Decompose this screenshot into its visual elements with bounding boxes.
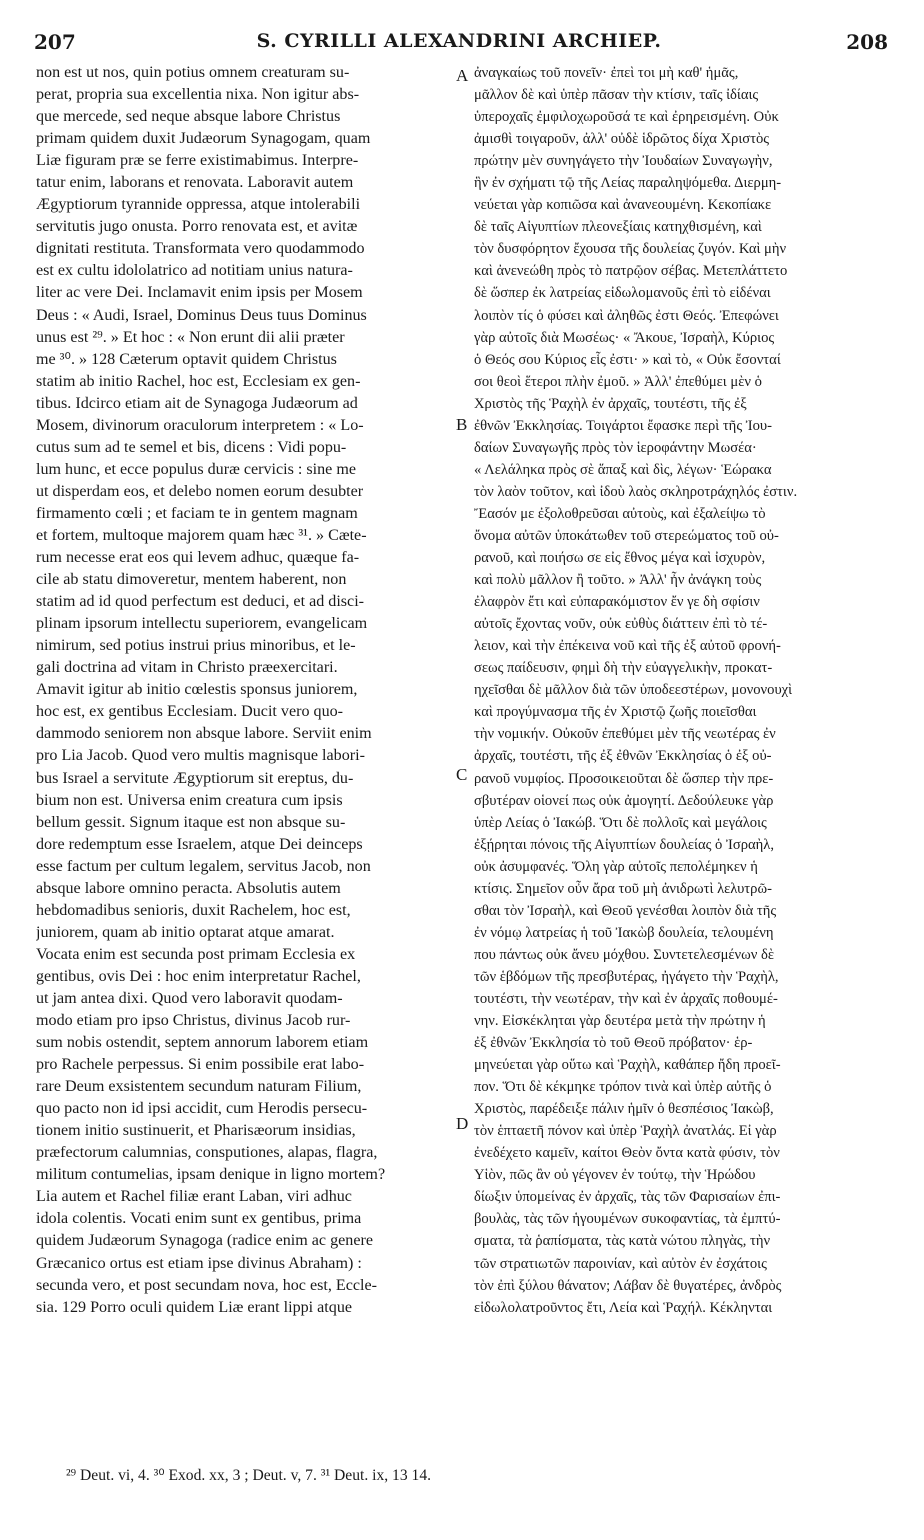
greek-text-line: γὰρ αὐτοῖς διὰ Μωσέως· « Ἄκουε, Ἰσραὴλ, Κύριος [474, 329, 775, 346]
latin-text-line: bus Israel a servitute Ægyptiorum sit ereptus, du- [36, 769, 354, 787]
greek-text-line: τῶν ἑβδόμων τῆς πρεσβυτέρας, ἠγάγετο τὴν Ῥαχὴλ, [474, 968, 779, 985]
running-title: S. CYRILLI ALEXANDRINI ARCHIEP. [256, 30, 662, 52]
greek-text-line: λειον, καὶ τὴν ἐπέκεινα νοῦ καὶ τῆς ἐξ αὐτοῦ φρονή- [474, 638, 781, 655]
greek-text-line: εἰδωλολατροῦντος ἔτι, Λεία καὶ Ῥαχήλ. Κέκληνται [474, 1299, 773, 1316]
latin-text-line: Ægyptiorum tyrannide oppressa, atque intolerabili [36, 196, 361, 214]
latin-text-line: cile ab statu dimoveretur, mentem haberent, non [36, 571, 347, 589]
latin-text-line: primam quidem duxit Judæorum Synagogam, quam [36, 130, 371, 148]
latin-text-line: tatur enim, laborans et renovata. Laboravit autem [36, 174, 354, 192]
latin-text-line: gali doctrina ad vitam in Christo præexercitari. [36, 659, 338, 677]
latin-text-line: et fortem, multoque majorem quam hæc ³¹. » Cæte- [36, 526, 367, 544]
greek-text-line: ἐνεδέχετο καμεῖν, καίτοι Θεὸν ὄντα κατὰ φύσιν, τὸν [474, 1145, 780, 1162]
greek-text-line: δὲ ὥσπερ ἐκ λατρείας εἰδωλομανοῦς ἐπὶ τὸ εἰδέναι [474, 285, 771, 302]
greek-text-line: ἐν νόμῳ λατρείας ἡ τοῦ Ἰακὼβ δουλεία, τελουμένη [474, 924, 774, 941]
running-header [30, 30, 888, 52]
latin-text-line: unus est ²⁹. » Et hoc : « Non erunt dii alii præter [36, 328, 345, 346]
greek-text-line: τὸν δυσφόρητον ἔχουσα τῆς δουλείας ζυγόν. Καὶ μὴν [474, 241, 787, 258]
latin-text-line: statim ad id quod perfectum est deduci, et ad disci- [36, 593, 365, 611]
latin-text-line: liter ac vere Dei. Inclamavit enim ipsis per Mosem [36, 284, 363, 302]
latin-text-line: rare Deum exsistentem secundum naturam Filium, [36, 1078, 362, 1096]
margin-letter-a: A [456, 66, 469, 85]
greek-text-line: βουλὰς, τὰς τῶν ἡγουμένων συκοφαντίας, τὰ ἐμπτύ- [474, 1211, 781, 1228]
latin-text-line: Amavit igitur ab initio cœlestis sponsus juniorem, [36, 681, 358, 699]
latin-text-line: præfectorum calumnias, consputiones, alapas, flagra, [36, 1144, 378, 1162]
margin-letter-b: B [456, 415, 468, 434]
latin-text-line: hoc est, ex gentibus Ecclesiam. Ducit vero quo- [36, 703, 344, 721]
latin-text-line: me ³⁰. » 128 Cæterum optavit quidem Christus [36, 350, 337, 368]
greek-text-line: ὑπὲρ Λείας ὁ Ἰακώβ. Ὅτι δὲ πολλοῖς καὶ μεγάλοις [474, 814, 767, 831]
greek-text-line: ἐθνῶν Ἐκκλησίας. Τοιγάρτοι ἔφασκε περὶ τῆς Ἰου- [474, 417, 772, 434]
page-number-right: 208 [846, 30, 888, 54]
margin-letter-c: C [456, 765, 468, 784]
greek-text-line: μηνεύεται γὰρ οὕτω καὶ Ῥαχὴλ, καθάπερ ἤδη προεῖ- [474, 1057, 781, 1074]
latin-text-line: rum necesse erat eos qui levem adhuc, quæque fa- [36, 549, 360, 567]
greek-text-line: σθαι τὸν Ἰσραὴλ, καὶ Θεοῦ γενέσθαι λοιπὸν διὰ τῆς [474, 902, 777, 919]
greek-text-line: σοι θεοὶ ἕτεροι πλὴν ἐμοῦ. » Ἀλλ' ἐπεθύμει μὲν ὁ [474, 373, 762, 390]
latin-text-line: quo pacto non id ipsi accidit, cum Herodis persecu- [36, 1100, 368, 1118]
greek-text-line: Χριστὸς τῆς Ῥαχὴλ ἐν ἀρχαῖς, τουτέστι, τῆς ἐξ [474, 395, 747, 412]
greek-text-line: τουτέστι, τὴν νεωτέραν, τὴν καὶ ἐν ἀρχαῖς ποθουμέ- [474, 990, 778, 1007]
latin-text-line: Mosem, divinorum oraculorum interpretem : « Lo- [36, 416, 364, 434]
greek-text-line: ἀρχαῖς, τουτέστι, τῆς ἐξ ἐθνῶν Ἐκκλησίας ὁ ἐξ οὐ- [474, 748, 772, 765]
latin-text-line: juniorem, quam ab initio optarat atque amarat. [36, 923, 335, 941]
latin-text-line: statim ab initio Rachel, hoc est, Ecclesiam ex gen- [36, 372, 361, 390]
latin-text-line: est ex cultu idololatrico ad notitiam unius natura- [36, 262, 353, 280]
greek-text-line: δίωξιν ὑπομείνας ἐν ἀρχαῖς, τὰς τῶν Φαρισαίων ἐπι- [474, 1189, 781, 1206]
latin-text-line: sum nobis ostendit, septem annorum laborem etiam [36, 1034, 369, 1052]
latin-text-line: dammodo seniorem non absque labore. Serviit enim [36, 725, 372, 743]
latin-text-line: bellum gessit. Signum itaque est non absque su- [36, 813, 346, 831]
greek-text-line: λοιπὸν τίς ὁ φύσει καὶ ἀληθῶς ἐστι Θεός. Ἐπεφώνει [474, 307, 779, 324]
greek-text-line: καὶ ἀνενεώθη πρὸς τὸ πατρῷον σέβας. Μετεπλάττετο [474, 263, 788, 280]
greek-text-line: ἐξῄρηται πόνοις τῆς Αἰγυπτίων δουλείας ὁ Ἰσραὴλ, [474, 836, 775, 853]
greek-text-line: πρώτην μὲν συνηγάγετο τὴν Ἰουδαίων Συναγωγὴν, [474, 153, 773, 170]
latin-text-line: pro Rachele perpessus. Si enim possibile erat labo- [36, 1056, 365, 1074]
greek-text-line: νεύεται γὰρ κοπιῶσα καὶ ἀνανεουμένη. Κεκοπίακε [474, 197, 772, 214]
latin-text-line: dignitati restituta. Transformata vero quodammodo [36, 240, 365, 258]
footnotes: ²⁹ Deut. vi, 4. ³⁰ Exod. xx, 3 ; Deut. v, 7. ³¹ Deut. ix, 13 14. [66, 1467, 432, 1484]
latin-text-line: tibus. Idcirco etiam ait de Synagoga Judæorum ad [36, 394, 358, 412]
latin-text-line: ut disperdam eos, et delebo nomen eorum desubter [36, 482, 364, 500]
greek-text-line: τὴν νομικήν. Οὐκοῦν ἐπεθύμει μὲν τῆς νεωτέρας ἐν [474, 726, 776, 743]
greek-text-line: ἀναγκαίως τοῦ πονεῖν· ἐπεὶ τοι μὴ καθ' ἡμᾶς, [474, 65, 739, 81]
latin-text-line: plinam ipsorum intellectu superiorem, evangelicam [36, 615, 368, 633]
margin-letter-d: D [456, 1114, 469, 1133]
greek-text-line: δαίων Συναγωγῆς πρὸς τὸν ἱεροφάντην Μωσέα· [474, 439, 757, 456]
latin-text-line: hebdomadibus senioris, duxit Rachelem, hoc est, [36, 901, 351, 919]
greek-column [474, 62, 892, 1319]
latin-text-line: modo etiam pro ipso Christus, divinus Jacob rur- [36, 1012, 351, 1030]
greek-text-line: σεως παίδευσιν, φημὶ δὴ τὴν εὐαγγελικὴν, προκατ- [474, 660, 773, 677]
greek-text-line: Υἱὸν, πῶς ἂν οὐ γέγονεν ἐν τούτῳ, τὴν Ἡρώδου [474, 1167, 756, 1184]
latin-text-line: Græcanico ortus est etiam ipse divinus Abraham) : [36, 1254, 362, 1272]
latin-text-line: Deus : « Audi, Israel, Dominus Deus tuus Dominus [36, 306, 367, 324]
greek-text-line: τῶν στρατιωτῶν παροινίαν, καὶ αὐτὸν ἐν ἐσχάτοις [474, 1255, 767, 1272]
greek-text-line: ὄνομα αὐτῶν ὑποκάτωθεν τοῦ στερεώματος τοῦ οὐ- [474, 527, 779, 544]
greek-text-line: κτίσις. Σημεῖον οὖν ἄρα τοῦ μὴ ἀνιδρωτὶ λελυτρῶ- [474, 880, 772, 897]
greek-text-line: « Λελάληκα πρὸς σὲ ἅπαξ καὶ δὶς, λέγων· Ἑώρακα [474, 461, 772, 478]
latin-text-line: nimirum, sed potius instrui prius minoribus, et le- [36, 637, 356, 655]
greek-text-line: οὐκ ἀσυμφανές. Ὅλη γὰρ αὐτοῖς πεπολέμηκεν ἡ [474, 858, 758, 875]
greek-text-line: που πάντως οὐκ ἄνευ μόχθου. Συντετελεσμένων δὲ [474, 946, 775, 963]
greek-text-line: πον. Ὅτι δὲ κέκμηκε τρόπον τινὰ καὶ ὑπὲρ αὐτῆς ὁ [474, 1079, 772, 1096]
greek-text-line: νην. Εἰσκέκληται γὰρ δευτέρα μετὰ τὴν πρώτην ἡ [474, 1013, 766, 1030]
greek-text-line: ηχεῖσθαι δὲ μᾶλλον διὰ τῶν ὑποδεεστέρων, μονονουχὶ [474, 682, 793, 699]
latin-text-line: absque labore omnino peracta. Absolutis autem [36, 879, 341, 897]
greek-text-line: μᾶλλον δὲ καὶ ὑπὲρ πᾶσαν τὴν κτίσιν, ταῖς ἰδίαις [474, 87, 759, 104]
latin-text-line: lum hunc, et ecce populus duræ cervicis : sine me [36, 460, 356, 478]
greek-text-line: Ἔασόν με ἐξολοθρεῦσαι αὐτοὺς, καὶ ἐξαλείψω τὸ [474, 505, 766, 522]
latin-text-line: Liæ figuram præ se ferre existimabimus. Interpre- [36, 152, 359, 170]
greek-text-line: καὶ πολὺ μᾶλλον ἢ τοῦτο. » Ἀλλ' ἦν ἀνάγκη τοὺς [474, 572, 762, 589]
latin-text-line: gentibus, ovis Dei : hoc enim interpretatur Rachel, [36, 967, 361, 985]
latin-text-line: ut jam antea dixi. Quod vero laboravit quodam- [36, 989, 343, 1007]
latin-text-line: idola colentis. Vocati enim sunt ex gentibus, prima [36, 1210, 362, 1228]
latin-text-line: perat, propria sua excellentia nixa. Non igitur abs- [36, 86, 360, 104]
latin-text-line: Vocata enim est secunda post primam Ecclesia ex [36, 945, 356, 963]
greek-text-line: ρανοῦ νυμφίος. Προσοικειοῦται δὲ ὥσπερ τὴν πρε- [474, 770, 774, 787]
greek-text-line: τὸν ἑπταετῆ πόνον καὶ ὑπὲρ Ῥαχὴλ ἀνατλάς. Εἰ γὰρ [474, 1123, 777, 1140]
latin-text-line: bium non est. Universa enim creatura cum ipsis [36, 791, 343, 809]
greek-text-line: ὑπεροχαῖς ἐμφιλοχωροῦσά τε καὶ ἐρηρεισμένη. Οὐκ [474, 109, 779, 126]
latin-text-line: non est ut nos, quin potius omnem creaturam su- [36, 64, 350, 81]
latin-text-line: tionem initio sustinuerit, et Pharisæorum insidias, [36, 1122, 356, 1140]
latin-text-line: Lia autem et Rachel filiæ erant Laban, viri adhuc [36, 1188, 352, 1206]
greek-text-line: τὸν λαὸν τοῦτον, καὶ ἰδοὺ λαὸς σκληροτράχηλός ἐστιν. [474, 483, 798, 500]
greek-text-line: δὲ ταῖς Αἰγυπτίων πλεονεξίαις κατηχθισμένη, καὶ [474, 219, 762, 236]
greek-text-line: τὸν ἐπὶ ξύλου θάνατον; Λάβαν δὲ θυγατέρες, ἀνδρὸς [474, 1277, 782, 1294]
latin-text-line: quidem Judæorum Synagoga (radice enim ac genere [36, 1232, 373, 1250]
greek-text-line: ἀμισθὶ τοιγαροῦν, ἀλλ' οὐδὲ ἱδρῶτος δίχα Χριστὸς [474, 131, 770, 148]
latin-text-line: militum contumelias, ipsam denique in ligno mortem? [36, 1166, 386, 1184]
greek-text-line: ἣν ἐν σχήματι τῷ τῆς Λείας παραληψόμεθα. Διερμη- [474, 175, 782, 192]
greek-text-line: ρανοῦ, καὶ ποιήσω σε εἰς ἔθνος μέγα καὶ ἰσχυρὸν, [474, 550, 766, 567]
greek-text-line: αὐτοῖς ἔχοντας νοῦν, οὐκ εὐθὺς διάττειν ἐπὶ τὸ τέ- [474, 616, 768, 633]
latin-text-line: pro Lia Jacob. Quod vero multis magnisque labori- [36, 747, 365, 765]
latin-text-line: cutus sum ad te semel et bis, dicens : Vidi popu- [36, 438, 347, 456]
latin-text-line: sia. 129 Porro oculi quidem Liæ erant lippi atque [36, 1298, 353, 1316]
page-number-left: 207 [34, 30, 76, 54]
greek-text-line: σματα, τὰ ῥαπίσματα, τὰς κατὰ νώτου πληγὰς, τὴν [474, 1233, 771, 1250]
greek-text-line: σβυτέραν οἱονεί πως οὐκ ἀμογητί. Δεδούλευκε γὰρ [474, 792, 774, 809]
latin-column [36, 62, 448, 1319]
greek-text-line: ἐξ ἐθνῶν Ἐκκλησία τὸ τοῦ Θεοῦ πρόβατον· ἑρ- [474, 1035, 753, 1052]
latin-text-line: esse factum per cultum legalem, servitus Jacob, non [36, 857, 371, 875]
latin-text-line: servitutis jugo onusta. Porro renovata est, et avitæ [36, 218, 358, 236]
greek-text-line: καὶ προγύμνασμα τῆς ἐν Χριστῷ ζωῆς ποιεῖσθαι [474, 704, 757, 721]
latin-text-line: dore redemptum esse Israelem, atque Dei deinceps [36, 835, 363, 853]
greek-text-line: Χριστὸς, παρέδειξε πάλιν ἡμῖν ὁ θεσπέσιος Ἰακὼβ, [474, 1101, 774, 1118]
latin-text-line: secunda vero, et post secundam nova, hoc est, Eccle- [36, 1276, 377, 1294]
latin-text-line: que mercede, sed neque absque labore Christus [36, 108, 341, 126]
greek-text-line: ἐλαφρὸν ἔτι καὶ εὐπαρακόμιστον ἔν γε δὴ σφίσιν [474, 594, 760, 611]
greek-text-line: ὁ Θεός σου Κύριος εἷς ἐστι· » καὶ τὸ, « Οὐκ ἔσονταί [474, 351, 781, 368]
latin-text-line: firmamento cœli ; et faciam te in gentem magnam [36, 504, 358, 522]
